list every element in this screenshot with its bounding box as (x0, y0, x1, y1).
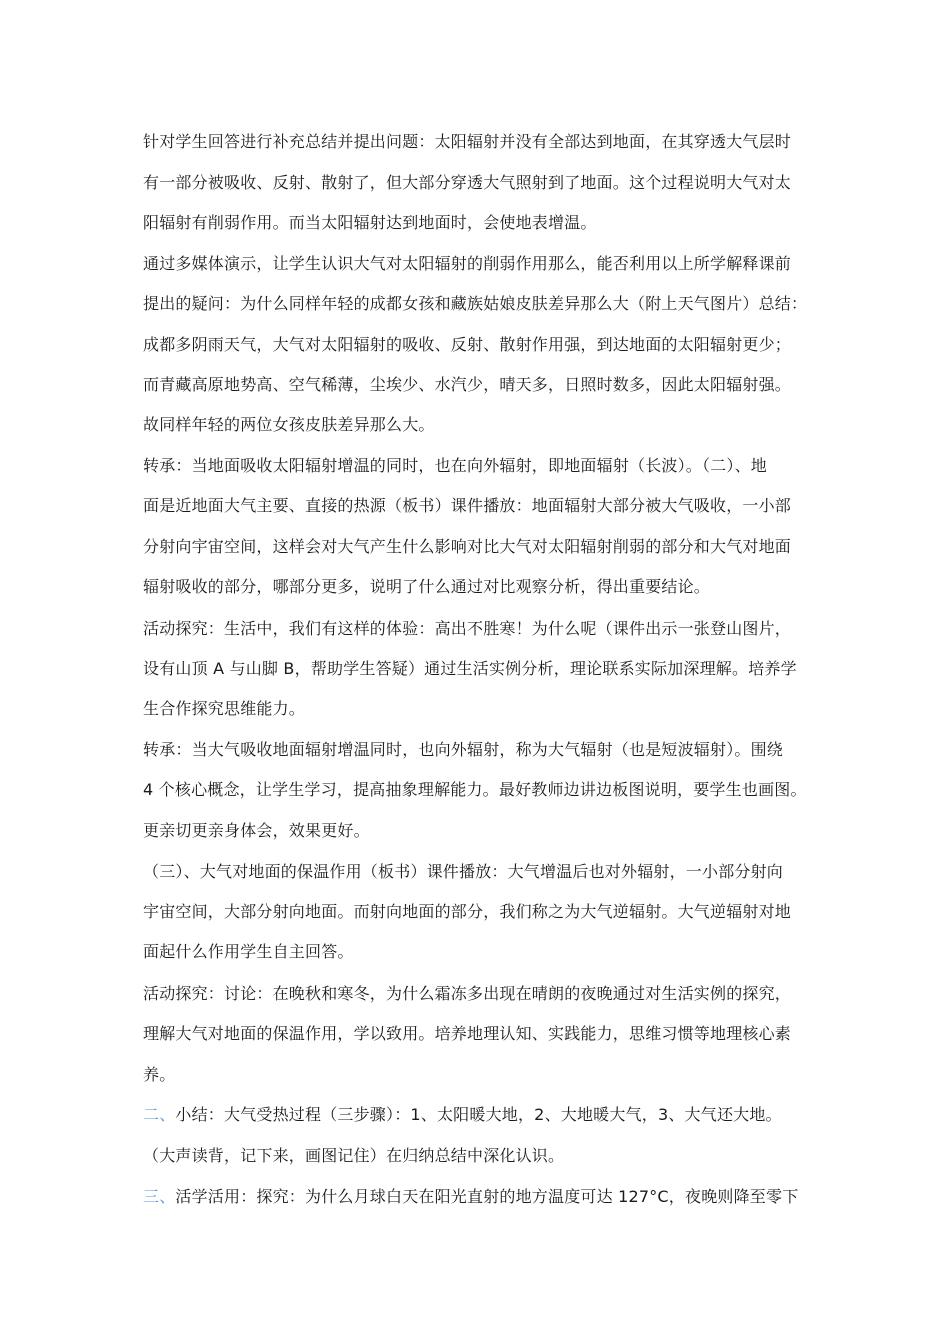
text-line: （大声读背，记下来，画图记住）在归纳总结中深化认识。 (143, 1146, 565, 1165)
summary-text: 小结：大气受热过程（三步骤）：1、太阳暖大地，2、大地暖大气，3、大气还大地。 (175, 1105, 782, 1124)
practice-text: 活学活用：探究：为什么月球白天在阳光直射的地方温度可达 127°C，夜晚则降至零下 (175, 1187, 799, 1206)
text-line: 辐射吸收的部分，哪部分更多，说明了什么通过对比观察分析，得出重要结论。 (143, 577, 711, 596)
text-line: 设有山顶 A 与山脚 B，帮助学生答疑）通过生活实例分析，理论联系实际加深理解。培养学 (143, 659, 797, 678)
text-line: 转承：当大气吸收地面辐射增温同时，也向外辐射，称为大气辐射（也是短波辐射）。围绕 (143, 740, 784, 759)
section-marker: 三、 (143, 1187, 176, 1206)
text-line: 理解大气对地面的保温作用，学以致用。培养地理认知、实践能力，思维习惯等地理核心素 (143, 1024, 792, 1043)
text-line: 而青藏高原地势高、空气稀薄，尘埃少、水汽少，晴天多，日照时数多，因此太阳辐射强。 (143, 375, 792, 394)
text-line: 转承：当地面吸收太阳辐射增温的同时，也在向外辐射，即地面辐射（长波）。（二）、地 (143, 456, 768, 475)
summary-line (143, 1104, 782, 1126)
text-line: 面是近地面大气主要、直接的热源（板书）课件播放：地面辐射大部分被大气吸收，一小部 (143, 496, 792, 515)
text-line: 故同样年轻的两位女孩皮肤差异那么大。 (143, 415, 435, 434)
text-line: 成都多阴雨天气，大气对太阳辐射的吸收、反射、散射作用强，到达地面的太阳辐射更少； (143, 335, 792, 354)
text-line: 活动探究：生活中，我们有这样的体验：高出不胜寒！为什么呢（课件出示一张登山图片， (143, 619, 792, 638)
text-line: 活动探究：讨论：在晚秋和寒冬，为什么霜冻多出现在晴朗的夜晚通过对生活实例的探究， (143, 984, 792, 1003)
practice-line (143, 1186, 798, 1208)
text-line: 面起什么作用学生自主回答。 (143, 942, 354, 961)
text-line: 生合作探究思维能力。 (143, 699, 306, 718)
text-line: 更亲切更亲身体会，效果更好。 (143, 821, 370, 840)
text-line: 4 个核心概念，让学生学习，提高抽象理解能力。最好教师边讲边板图说明，要学生也画图。 (143, 780, 807, 799)
text-line: 提出的疑问：为什么同样年轻的成都女孩和藏族姑娘皮肤差异那么大（附上天气图片）总结： (143, 294, 808, 313)
text-line: 养。 (143, 1065, 176, 1084)
text-line: 宇宙空间，大部分射向地面。而射向地面的部分，我们称之为大气逆辐射。大气逆辐射对地 (143, 902, 792, 921)
text-line: 分射向宇宙空间，这样会对大气产生什么影响对比大气对太阳辐射削弱的部分和大气对地面 (143, 537, 792, 556)
text-line: 通过多媒体演示，让学生认识大气对太阳辐射的削弱作用那么，能否利用以上所学解释课前 (143, 254, 792, 273)
text-line: 有一部分被吸收、反射、散射了，但大部分穿透大气照射到了地面。这个过程说明大气对太 (143, 173, 792, 192)
text-line: 针对学生回答进行补充总结并提出问题：太阳辐射并没有全部达到地面，在其穿透大气层时 (143, 132, 792, 151)
section-marker: 二、 (143, 1105, 176, 1124)
text-line: 阳辐射有削弱作用。而当太阳辐射达到地面时，会使地表增温。 (143, 213, 597, 232)
text-line: （三）、大气对地面的保温作用（板书）课件播放：大气增温后也对外辐射，一小部分射向 (143, 862, 784, 881)
